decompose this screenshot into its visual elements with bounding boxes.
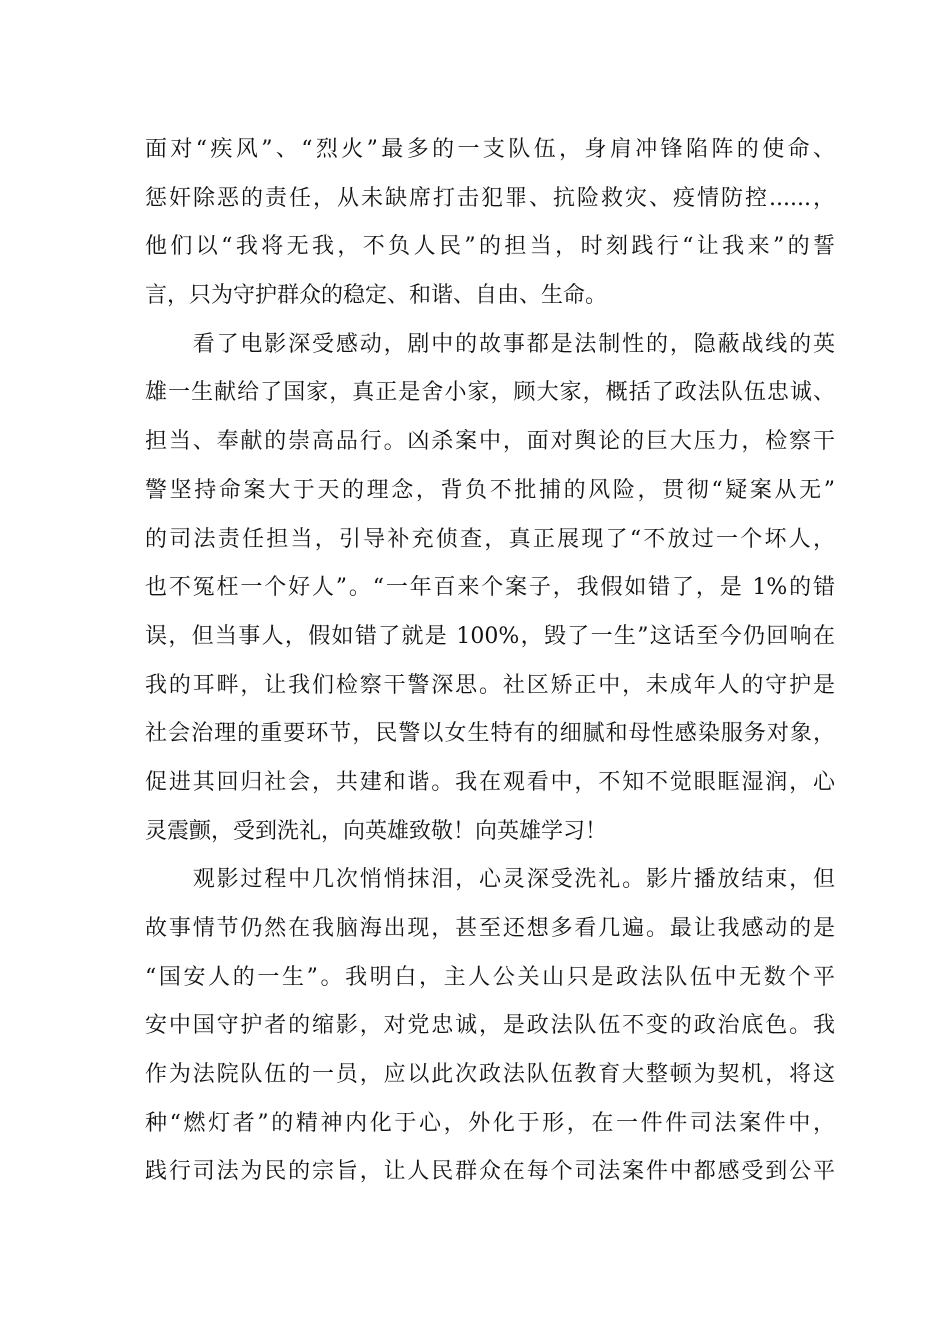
- text-line: 故事情节仍然在我脑海出现，甚至还想多看几遍。最让我感动的是: [145, 916, 835, 941]
- text-line: 践行司法为民的宗旨，让人民群众在每个司法案件中都感受到公平: [145, 1159, 835, 1185]
- text-line: 言，只为守护群众的稳定、和谐、自由、生命。: [145, 283, 608, 309]
- text-line: 看了电影深受感动，剧中的故事都是法制性的，隐蔽战线的英: [145, 331, 835, 357]
- text-line: 面对“疾风”、“烈火”最多的一支队伍，身肩冲锋陷阵的使命、: [145, 137, 835, 162]
- text-line: 他们以“我将无我，不负人民”的担当，时刻践行“让我来”的誓: [145, 234, 835, 260]
- text-line: 安中国守护者的缩影，对党忠诚，是政法队伍不变的政治底色。我: [145, 1013, 835, 1039]
- text-line: 社会治理的重要环节，民警以女生特有的细腻和母性感染服务对象，: [145, 721, 835, 747]
- text-line: 的司法责任担当，引导补充侦查，真正展现了“不放过一个坏人，: [145, 526, 835, 552]
- text-line: 警坚持命案大于天的理念，背负不批捕的风险，贯彻“疑案从无”: [145, 477, 835, 503]
- text-line: 灵震颤，受到洗礼，向英雄致敬！向英雄学习！: [145, 818, 608, 844]
- text-line: 惩奸除恶的责任，从未缺席打击犯罪、抗险救灾、疫情防控......，: [145, 185, 835, 211]
- paragraph-3: [145, 856, 835, 1197]
- text-line: 雄一生献给了国家，真正是舍小家，顾大家，概括了政法队伍忠诚、: [145, 380, 835, 406]
- body-text: [145, 126, 835, 1197]
- paragraph-2: [145, 321, 835, 857]
- text-line: “国安人的一生”。我明白，主人公关山只是政法队伍中无数个平: [145, 964, 835, 990]
- paragraph-1: [145, 126, 835, 321]
- text-line: 种“燃灯者”的精神内化于心，外化于形，在一件件司法案件中，: [145, 1110, 835, 1136]
- text-line: 担当、奉献的崇高品行。凶杀案中，面对舆论的巨大压力，检察干: [145, 429, 835, 455]
- text-line: 观影过程中几次悄悄抹泪，心灵深受洗礼。影片播放结束，但: [145, 867, 835, 893]
- text-line: 也不冤枉一个好人”。“一年百来个案子，我假如错了，是 1%的错: [145, 575, 836, 601]
- text-line: 我的耳畔，让我们检察干警深思。社区矫正中，未成年人的守护是: [145, 672, 835, 698]
- text-line: 作为法院队伍的一员，应以此次政法队伍教育大整顿为契机，将这: [145, 1062, 835, 1088]
- text-line: 促进其回归社会，共建和谐。我在观看中，不知不觉眼眶湿润，心: [145, 769, 835, 795]
- text-line: 误，但当事人，假如错了就是 100%，毁了一生”这话至今仍回响在: [145, 623, 835, 649]
